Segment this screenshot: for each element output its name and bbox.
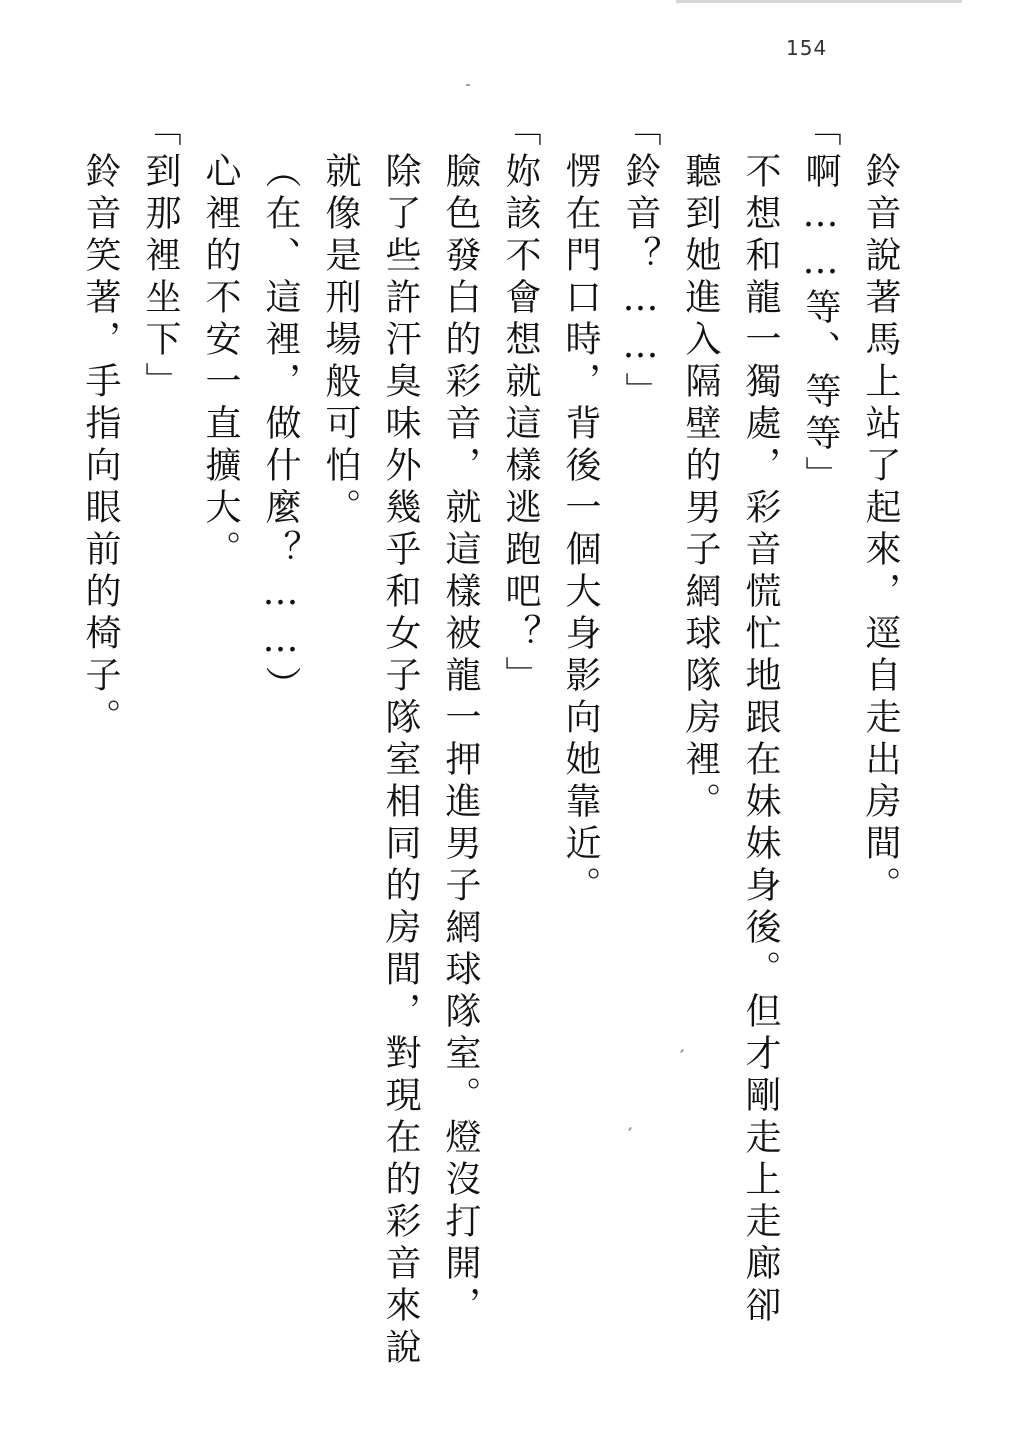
text-line-11: （在、這裡，做什麼？……） xyxy=(260,152,301,708)
scan-speck xyxy=(680,1049,684,1053)
text-line-10: 就像是刑場般可怕。 xyxy=(320,152,361,530)
text-line-12: 心裡的不安一直擴大。 xyxy=(200,152,241,572)
scan-speck xyxy=(628,1127,632,1131)
text-line-3: 不想和龍一獨處，彩音慌忙地跟在妹妹身後。但才剛走上走廊卻 xyxy=(740,152,781,1328)
text-line-1: 鈴音說著馬上站了起來，逕自走出房間。 xyxy=(860,152,901,908)
text-line-6: 愣在門口時，背後一個大身影向她靠近。 xyxy=(560,152,601,908)
text-line-2: 「啊……等、等等」 xyxy=(800,110,841,498)
text-line-13: 「到那裡坐下」 xyxy=(140,110,181,404)
text-line-14: 鈴音笑著，手指向眼前的椅子。 xyxy=(80,152,121,740)
text-line-8: 臉色發白的彩音，就這樣被龍一押進男子網球隊室。燈沒打開， xyxy=(440,152,481,1328)
top-rule xyxy=(676,0,962,3)
scan-speck xyxy=(466,84,470,86)
text-line-7: 「妳該不會想就這樣逃跑吧？」 xyxy=(500,110,541,698)
page-number: 154 xyxy=(786,36,828,60)
text-line-4: 聽到她進入隔壁的男子網球隊房裡。 xyxy=(680,152,721,824)
text-line-9: 除了些許汗臭味外幾乎和女子隊室相同的房間，對現在的彩音來說 xyxy=(380,152,421,1370)
text-line-5: 「鈴音？……」 xyxy=(620,110,661,414)
